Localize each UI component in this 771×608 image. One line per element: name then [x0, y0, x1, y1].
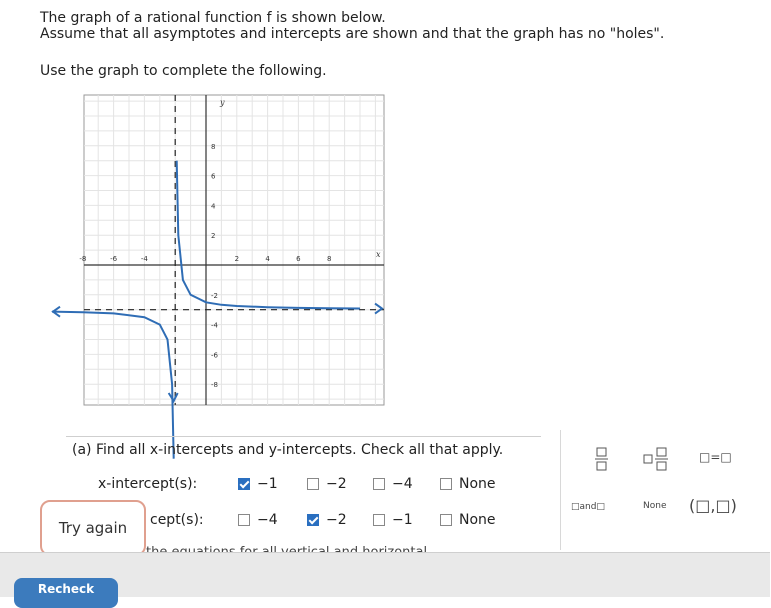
y-tick-label: -4 [211, 321, 218, 330]
y-axis-label: y [220, 98, 225, 107]
y-option-none[interactable]: None [440, 512, 496, 528]
x-tick-label: 6 [296, 255, 301, 263]
y-tick-label: -6 [211, 351, 218, 360]
checkbox-icon[interactable] [373, 514, 385, 526]
y-tick-label: 2 [211, 232, 216, 241]
y-tick-label: 4 [211, 202, 216, 211]
math-palette [560, 430, 771, 550]
y-tick-label: 6 [211, 172, 216, 181]
part-a-prompt: (a) Find all x-intercepts and y-intercepts. Check all that apply. [72, 442, 504, 458]
and-button[interactable]: □and□ [571, 502, 605, 512]
x-axis-label: x [376, 250, 381, 259]
mixed-number-button[interactable] [643, 446, 671, 472]
checkbox-icon[interactable] [440, 478, 452, 490]
function-graph [79, 95, 384, 405]
y-tick-label: -2 [211, 291, 218, 300]
problem-line-3: Use the graph to complete the following. [40, 63, 327, 79]
checkbox-icon[interactable] [238, 514, 250, 526]
checkbox-icon[interactable] [307, 478, 319, 490]
x-option-none[interactable]: None [440, 476, 496, 492]
y-option-neg4[interactable]: −4 [238, 512, 278, 528]
x-intercepts-label: x-intercept(s): [98, 476, 198, 492]
y-intercepts-label: cept(s): [150, 512, 204, 528]
x-tick-label: -4 [140, 255, 148, 263]
problem-line-2: Assume that all asymptotes and intercepts are shown and that the graph has no "holes". [40, 26, 665, 42]
x-tick-label: 4 [265, 255, 270, 263]
fraction-button[interactable] [593, 446, 611, 472]
x-option-neg2[interactable]: −2 [307, 476, 347, 492]
problem-line-1: The graph of a rational function f is shown below. [40, 10, 386, 26]
none-button[interactable]: None [643, 501, 667, 511]
y-tick-label: 8 [211, 142, 216, 151]
checkbox-icon[interactable] [440, 514, 452, 526]
x-tick-label: -8 [79, 255, 87, 263]
x-tick-label: 8 [326, 255, 332, 263]
y-tick-label: -8 [211, 381, 218, 390]
y-option-neg1[interactable]: −1 [373, 512, 413, 528]
try-again-button[interactable]: Try again [40, 500, 146, 556]
x-tick-label: 2 [234, 255, 240, 263]
equals-button[interactable]: □=□ [699, 450, 732, 464]
checkbox-icon[interactable] [373, 478, 385, 490]
checkbox-icon[interactable] [238, 478, 250, 490]
x-option-neg1[interactable]: −1 [238, 476, 278, 492]
x-option-neg4[interactable]: −4 [373, 476, 413, 492]
recheck-button[interactable]: Recheck [14, 578, 118, 608]
y-option-neg2[interactable]: −2 [307, 512, 347, 528]
checkbox-icon[interactable] [307, 514, 319, 526]
x-tick-label: -6 [110, 255, 118, 263]
ordered-pair-button[interactable]: (□,□) [689, 496, 737, 515]
